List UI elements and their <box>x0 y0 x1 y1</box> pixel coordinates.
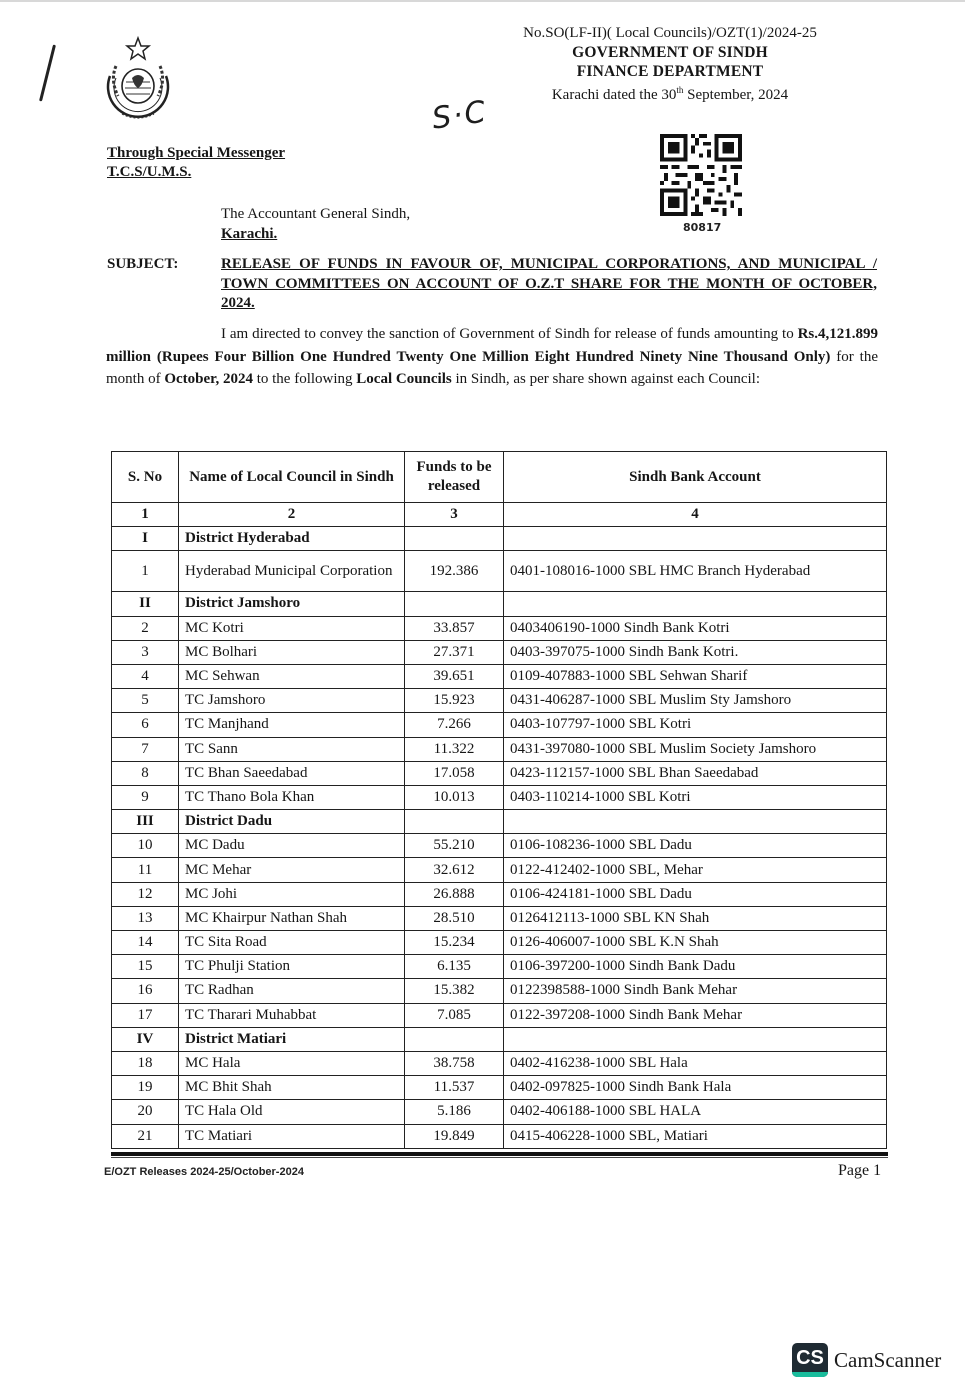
funds-cell: 15.923 <box>405 689 504 713</box>
header-serial-no: S. No <box>112 452 179 503</box>
bank-account-cell: 0403-110214-1000 SBL Kotri <box>504 785 887 809</box>
bank-account-cell <box>504 527 887 551</box>
serial-cell: 9 <box>112 785 179 809</box>
funds-cell: 19.849 <box>405 1124 504 1148</box>
council-name-cell: MC Mehar <box>179 858 405 882</box>
serial-cell: 18 <box>112 1051 179 1075</box>
table-row <box>112 1003 887 1027</box>
bank-account-cell <box>504 810 887 834</box>
council-name-cell: MC Hala <box>179 1051 405 1075</box>
bank-account-cell: 0106-424181-1000 SBL Dadu <box>504 882 887 906</box>
serial-cell: III <box>112 810 179 834</box>
council-name-cell: District Dadu <box>179 810 405 834</box>
funds-cell: 15.382 <box>405 979 504 1003</box>
bank-account-cell: 0402-406188-1000 SBL HALA <box>504 1100 887 1124</box>
council-name-cell: MC Johi <box>179 882 405 906</box>
addressee-city: Karachi. <box>221 226 278 242</box>
table-row <box>112 761 887 785</box>
handwritten-slash-mark <box>39 44 56 101</box>
bank-account-cell: 0431-397080-1000 SBL Muslim Society Jamshoro <box>504 737 887 761</box>
funds-cell: 55.210 <box>405 834 504 858</box>
council-name-cell: TC Sann <box>179 737 405 761</box>
bank-account-cell: 0415-406228-1000 SBL, Matiari <box>504 1124 887 1148</box>
serial-cell: 5 <box>112 689 179 713</box>
funds-cell: 11.537 <box>405 1076 504 1100</box>
bank-account-cell: 0403-107797-1000 SBL Kotri <box>504 713 887 737</box>
serial-cell: 13 <box>112 906 179 930</box>
funds-cell: 192.386 <box>405 551 504 592</box>
table-row <box>112 737 887 761</box>
table-row <box>112 713 887 737</box>
letter-date: Karachi dated the 30th September, 2024 <box>551 85 789 103</box>
council-name-cell: MC Bhit Shah <box>179 1076 405 1100</box>
serial-cell: 1 <box>112 551 179 592</box>
funds-cell <box>405 527 504 551</box>
funds-cell: 15.234 <box>405 931 504 955</box>
council-name-cell: TC Tharari Muhabbat <box>179 1003 405 1027</box>
serial-cell: 19 <box>112 1076 179 1100</box>
serial-cell: 20 <box>112 1100 179 1124</box>
council-name-cell: MC Khairpur Nathan Shah <box>179 906 405 930</box>
table-row <box>112 664 887 688</box>
table-row <box>112 979 887 1003</box>
funds-cell: 28.510 <box>405 906 504 930</box>
bank-account-cell: 0126-406007-1000 SBL K.N Shah <box>504 931 887 955</box>
page-number: Page 1 <box>838 1162 882 1179</box>
funds-cell: 27.371 <box>405 640 504 664</box>
footer-file-reference: E/OZT Releases 2024-25/October-2024 <box>104 1166 304 1178</box>
serial-cell: 8 <box>112 761 179 785</box>
bank-account-cell <box>504 1027 887 1051</box>
council-name-cell: TC Matiari <box>179 1124 405 1148</box>
bank-account-cell: 0122-397208-1000 Sindh Bank Mehar <box>504 1003 887 1027</box>
funds-cell <box>405 810 504 834</box>
sindh-government-emblem-icon <box>100 36 176 130</box>
funds-cell: 33.857 <box>405 616 504 640</box>
letterhead <box>480 24 860 105</box>
council-name-cell: MC Kotri <box>179 616 405 640</box>
table-row <box>112 1076 887 1100</box>
council-name-cell: District Matiari <box>179 1027 405 1051</box>
camscanner-logo-icon: CS <box>792 1343 828 1377</box>
funds-cell: 11.322 <box>405 737 504 761</box>
serial-cell: 3 <box>112 640 179 664</box>
council-name-cell: TC Radhan <box>179 979 405 1003</box>
serial-cell: IV <box>112 1027 179 1051</box>
bank-account-cell: 0106-108236-1000 SBL Dadu <box>504 834 887 858</box>
council-name-cell: TC Jamshoro <box>179 689 405 713</box>
funds-cell: 32.612 <box>405 858 504 882</box>
handwritten-initials: S·C <box>429 94 490 137</box>
funds-cell: 17.058 <box>405 761 504 785</box>
camscanner-text: CamScanner <box>834 1347 942 1372</box>
council-name-cell: MC Dadu <box>179 834 405 858</box>
serial-cell: 21 <box>112 1124 179 1148</box>
reference-number: No.SO(LF-II)( Local Councils)/OZT(1)/2024-25 <box>523 25 817 41</box>
table-row <box>112 616 887 640</box>
bank-account-cell: 0402-097825-1000 Sindh Bank Hala <box>504 1076 887 1100</box>
delivery-method <box>107 144 285 182</box>
column-number-row: 1 2 3 4 <box>112 503 887 527</box>
bank-account-cell: 0109-407883-1000 SBL Sehwan Sharif <box>504 664 887 688</box>
council-name-cell: District Jamshoro <box>179 592 405 616</box>
council-name-cell: TC Thano Bola Khan <box>179 785 405 809</box>
serial-cell: 10 <box>112 834 179 858</box>
council-name-cell: MC Bolhari <box>179 640 405 664</box>
funds-cell <box>405 1027 504 1051</box>
funds-cell: 6.135 <box>405 955 504 979</box>
release-month: October, 2024 <box>164 371 253 387</box>
council-name-cell: MC Sehwan <box>179 664 405 688</box>
funds-cell: 38.758 <box>405 1051 504 1075</box>
funds-cell: 7.266 <box>405 713 504 737</box>
bank-account-cell: 0403406190-1000 Sindh Bank Kotri <box>504 616 887 640</box>
footer-divider <box>111 1152 888 1156</box>
council-name-cell: TC Hala Old <box>179 1100 405 1124</box>
table-row <box>112 1100 887 1124</box>
table-row <box>112 906 887 930</box>
council-name-cell: TC Manjhand <box>179 713 405 737</box>
serial-cell: 16 <box>112 979 179 1003</box>
funds-cell: 5.186 <box>405 1100 504 1124</box>
table-row <box>112 551 887 592</box>
body-paragraph: I am directed to convey the sanction of Government of Sindh for release of funds amounting to Rs.4,121.899 million (Rupees Four Billion One Hundred Twenty One Million Eight Hundred Ninety Nine Thousand Only) for the month of October, 2024 to the following Local Councils in Sindh, as per share shown against each Council: <box>106 326 878 387</box>
serial-cell: I <box>112 527 179 551</box>
table-row <box>112 858 887 882</box>
bank-account-cell: 0122398588-1000 Sindh Bank Mehar <box>504 979 887 1003</box>
bank-account-cell: 0431-406287-1000 SBL Muslim Sty Jamshoro <box>504 689 887 713</box>
serial-cell: 7 <box>112 737 179 761</box>
district-row <box>112 527 887 551</box>
funds-release-table <box>111 451 887 1149</box>
serial-cell: II <box>112 592 179 616</box>
footer-divider-thin <box>111 1157 888 1158</box>
council-name-cell: TC Bhan Saeedabad <box>179 761 405 785</box>
header-funds: Funds to be released <box>405 452 504 503</box>
table-row <box>112 834 887 858</box>
table-row <box>112 882 887 906</box>
district-row <box>112 810 887 834</box>
bank-account-cell: 0401-108016-1000 SBL HMC Branch Hyderabad <box>504 551 887 592</box>
serial-cell: 6 <box>112 713 179 737</box>
funds-cell: 26.888 <box>405 882 504 906</box>
delivery-line-2: T.C.S/U.M.S. <box>107 164 192 180</box>
table-row <box>112 1051 887 1075</box>
government-name: GOVERNMENT OF SINDH <box>572 44 768 61</box>
scan-edge <box>0 0 965 2</box>
table-row <box>112 640 887 664</box>
bank-account-cell: 0423-112157-1000 SBL Bhan Saeedabad <box>504 761 887 785</box>
serial-cell: 11 <box>112 858 179 882</box>
funds-cell: 7.085 <box>405 1003 504 1027</box>
header-council-name: Name of Local Council in Sindh <box>179 452 405 503</box>
district-row <box>112 592 887 616</box>
bank-account-cell: 0402-416238-1000 SBL Hala <box>504 1051 887 1075</box>
table-row <box>112 955 887 979</box>
council-name-cell: TC Phulji Station <box>179 955 405 979</box>
council-name-cell: Hyderabad Municipal Corporation <box>179 551 405 592</box>
table-row <box>112 1124 887 1148</box>
council-name-cell: TC Sita Road <box>179 931 405 955</box>
funds-cell: 39.651 <box>405 664 504 688</box>
serial-cell: 15 <box>112 955 179 979</box>
qr-code-number: 80817 <box>683 221 722 234</box>
table-row <box>112 931 887 955</box>
bank-account-cell: 0403-397075-1000 Sindh Bank Kotri. <box>504 640 887 664</box>
serial-cell: 12 <box>112 882 179 906</box>
bank-account-cell: 0126412113-1000 SBL KN Shah <box>504 906 887 930</box>
bank-account-cell: 0122-412402-1000 SBL, Mehar <box>504 858 887 882</box>
bank-account-cell <box>504 592 887 616</box>
header-bank-account: Sindh Bank Account <box>504 452 887 503</box>
subject-text: RELEASE OF FUNDS IN FAVOUR OF, MUNICIPAL CORPORATIONS, AND MUNICIPAL / TOWN COMMITTEES ON ACCOUNT OF O.Z.T SHARE FOR THE MONTH OF OCTOBER, 2024. <box>221 256 877 311</box>
table-row <box>112 689 887 713</box>
table-header-row <box>112 452 887 503</box>
qr-code-icon <box>660 134 742 216</box>
sanctioned-amount: Rs.4,121.899 million (Rupees Four Billion One Hundred Twenty One Million Eight Hundred Ninety Nine Thousand Only) <box>106 326 878 365</box>
table-row <box>112 785 887 809</box>
serial-cell: 14 <box>112 931 179 955</box>
funds-cell <box>405 592 504 616</box>
council-name-cell: District Hyderabad <box>179 527 405 551</box>
camscanner-watermark <box>792 1343 941 1377</box>
serial-cell: 2 <box>112 616 179 640</box>
addressee <box>221 204 410 244</box>
subject-label: SUBJECT: <box>107 256 179 272</box>
delivery-line-1: Through Special Messenger <box>107 145 286 161</box>
funds-cell: 10.013 <box>405 785 504 809</box>
serial-cell: 17 <box>112 1003 179 1027</box>
department-name: FINANCE DEPARTMENT <box>576 63 764 80</box>
district-row <box>112 1027 887 1051</box>
addressee-title: The Accountant General Sindh, <box>221 206 411 222</box>
bank-account-cell: 0106-397200-1000 Sindh Bank Dadu <box>504 955 887 979</box>
serial-cell: 4 <box>112 664 179 688</box>
